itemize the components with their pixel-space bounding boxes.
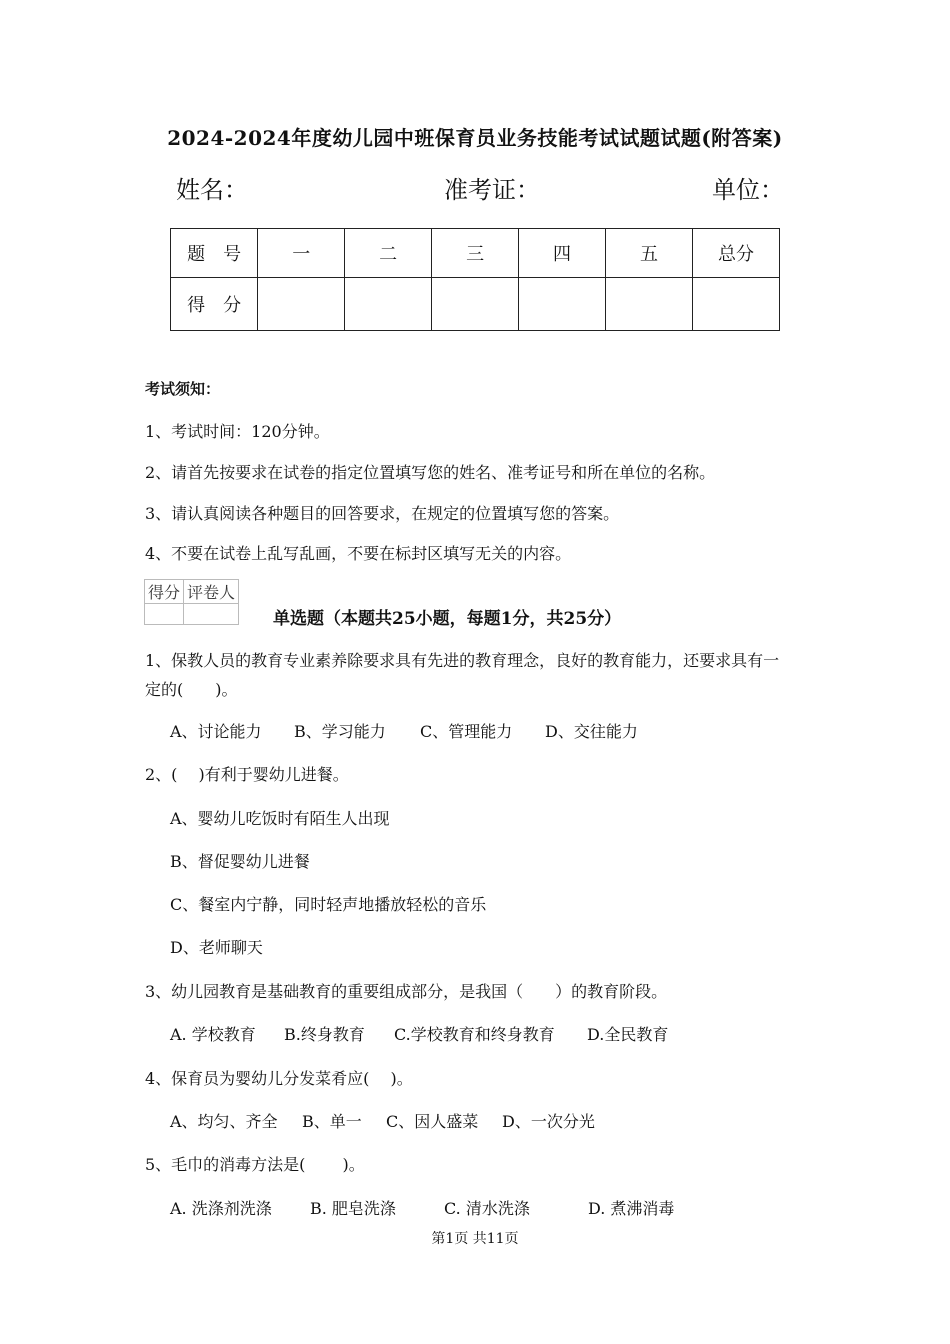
option-d[interactable]: D、交往能力 xyxy=(545,722,638,741)
question-options xyxy=(170,1022,668,1045)
score-cell[interactable] xyxy=(432,278,519,331)
unit-label: 单位： xyxy=(712,176,784,204)
question-options xyxy=(170,1196,674,1219)
score-table-header-cell: 题 号 xyxy=(171,229,258,278)
notice-item: 3、请认真阅读各种题目的回答要求，在规定的位置填写您的答案。 xyxy=(145,504,620,523)
page-footer: 第1页 共11页 xyxy=(431,1231,519,1247)
option-b[interactable]: B. 肥皂洗涤 xyxy=(310,1199,396,1218)
question-options xyxy=(170,1109,595,1132)
option-a[interactable]: A、婴幼儿吃饭时有陌生人出现 xyxy=(170,809,390,828)
option-a[interactable]: A. 学校教育 xyxy=(170,1025,256,1044)
grader-box xyxy=(144,579,239,625)
option-d[interactable]: D、老师聊天 xyxy=(170,938,263,957)
score-row-label: 得 分 xyxy=(171,278,258,331)
question-stem: 2、( )有利于婴幼儿进餐。 xyxy=(145,765,349,784)
question-stem: 1、保教人员的教育专业素养除要求具有先进的教育理念，良好的教育能力，还要求具有一 xyxy=(145,651,780,670)
grader-score-label: 得分 xyxy=(145,580,184,604)
option-c[interactable]: C. 清水洗涤 xyxy=(444,1199,530,1218)
question-stem: 5、毛巾的消毒方法是( )。 xyxy=(145,1155,365,1174)
option-d[interactable]: D.全民教育 xyxy=(587,1025,669,1044)
score-table xyxy=(170,228,780,331)
grader-reviewer-label: 评卷人 xyxy=(184,580,239,604)
score-table-header-cell: 三 xyxy=(432,229,519,278)
grader-score-cell[interactable] xyxy=(145,604,184,625)
score-table-header-cell: 一 xyxy=(258,229,345,278)
option-c[interactable]: C.学校教育和终身教育 xyxy=(394,1025,555,1044)
notice-item: 1、考试时间：120分钟。 xyxy=(145,422,330,441)
score-cell[interactable] xyxy=(345,278,432,331)
name-label: 姓名： xyxy=(176,176,248,204)
option-a[interactable]: A、均匀、齐全 xyxy=(170,1112,278,1131)
score-table-score-row xyxy=(171,278,780,331)
question-stem: 3、幼儿园教育是基础教育的重要组成部分，是我国（ ）的教育阶段。 xyxy=(145,982,668,1001)
page-title: 2024-2024年度幼儿园中班保育员业务技能考试试题试题(附答案) xyxy=(167,126,783,150)
option-a[interactable]: A. 洗涤剂洗涤 xyxy=(170,1199,272,1218)
option-c[interactable]: C、因人盛菜 xyxy=(386,1112,479,1131)
option-c[interactable]: C、餐室内宁静，同时轻声地播放轻松的音乐 xyxy=(170,895,487,914)
question-options xyxy=(170,719,638,742)
score-table-header-cell: 总分 xyxy=(692,229,779,278)
score-table-header-row xyxy=(171,229,780,278)
notice-item: 4、不要在试卷上乱写乱画，不要在标封区填写无关的内容。 xyxy=(145,544,572,563)
question-stem-cont: 定的( )。 xyxy=(145,680,238,699)
score-table-header-cell: 四 xyxy=(519,229,606,278)
score-cell[interactable] xyxy=(519,278,606,331)
option-b[interactable]: B、单一 xyxy=(302,1112,362,1131)
notice-item: 2、请首先按要求在试卷的指定位置填写您的姓名、准考证号和所在单位的名称。 xyxy=(145,463,716,482)
score-table-header-cell: 五 xyxy=(606,229,693,278)
option-a[interactable]: A、讨论能力 xyxy=(170,722,262,741)
option-b[interactable]: B.终身教育 xyxy=(284,1025,365,1044)
option-d[interactable]: D、一次分光 xyxy=(502,1112,595,1131)
section-title: 单选题（本题共25小题，每题1分，共25分） xyxy=(273,609,622,629)
score-cell[interactable] xyxy=(692,278,779,331)
score-cell[interactable] xyxy=(606,278,693,331)
score-table-header-cell: 二 xyxy=(345,229,432,278)
option-b[interactable]: B、学习能力 xyxy=(294,722,386,741)
notice-heading: 考试须知： xyxy=(145,380,221,398)
option-b[interactable]: B、督促婴幼儿进餐 xyxy=(170,852,310,871)
option-c[interactable]: C、管理能力 xyxy=(420,722,513,741)
option-d[interactable]: D. 煮沸消毒 xyxy=(588,1199,675,1218)
question-stem: 4、保育员为婴幼儿分发菜肴应( )。 xyxy=(145,1069,413,1088)
grader-reviewer-cell[interactable] xyxy=(184,604,239,625)
id-label: 准考证： xyxy=(444,176,540,204)
score-cell[interactable] xyxy=(258,278,345,331)
